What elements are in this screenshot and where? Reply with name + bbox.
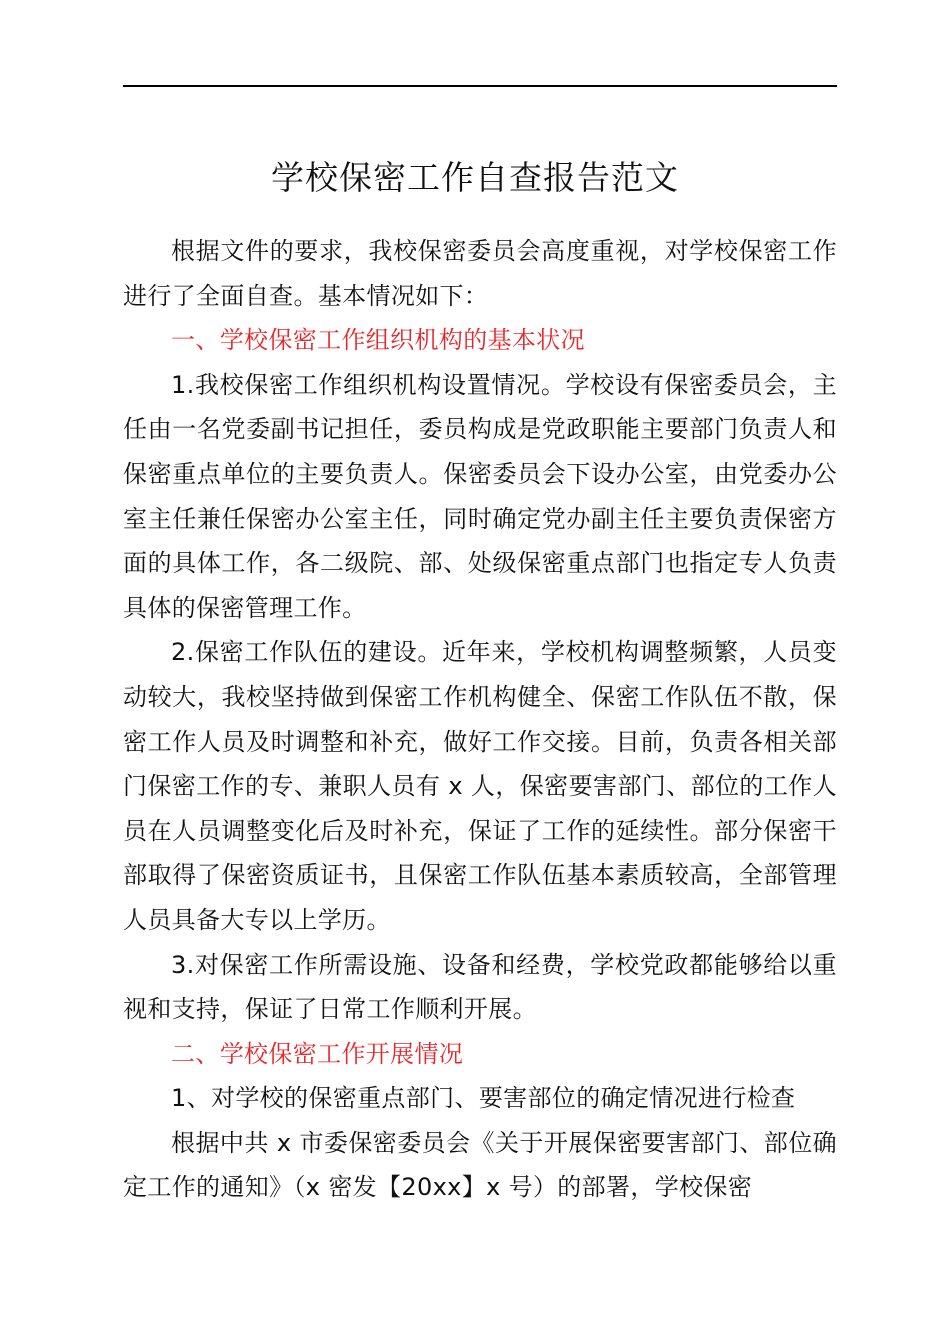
paragraph-team-building: 2.保密工作队伍的建设。近年来，学校机构调整频繁，人员变动较大，我校坚持做到保密工作机构健全、保密工作队伍不散，保密工作人员及时调整和补充，做好工作交接。目前，负责各相关部门保密工作的专、兼职人员有 x 人，保密要害部门、部位的工作人员在人员调整变化后及时补充，保证了工作的延续性。部分保密干部取得了保密资质证书，且保密工作队伍基本素质较高，全部管理人员具备大专以上学历。 [123,638,837,934]
paragraph-funding: 3.对保密工作所需设施、设备和经费，学校党政都能够给以重视和支持，保证了日常工作顺利开展。 [123,950,837,1024]
section-heading-1: 一、学校保密工作组织机构的基本状况 [171,326,585,355]
paragraph-notice: 根据中共 x 市委保密委员会《关于开展保密要害部门、部位确定工作的通知》（x 密发【20xx】x 号）的部署，学校保密 [123,1128,837,1202]
document-title: 学校保密工作自查报告范文 [271,158,679,197]
document-body [123,229,837,1210]
section-heading-2: 二、学校保密工作开展情况 [171,1039,464,1068]
paragraph-inspection-item: 1、对学校的保密重点部门、要害部位的确定情况进行检查 [171,1084,796,1113]
header-rule [123,85,837,87]
paragraph-organization: 1.我校保密工作组织机构设置情况。学校设有保密委员会，主任由一名党委副书记担任，委员构成是党政职能主要部门负责人和保密重点单位的主要负责人。保密委员会下设办公室，由党委办公室主任兼任保密办公室主任，同时确定党办副主任主要负责保密方面的具体工作，各二级院、部、处级保密重点部门也指定专人负责具体的保密管理工作。 [123,370,837,622]
intro-paragraph: 根据文件的要求，我校保密委员会高度重视，对学校保密工作进行了全面自查。基本情况如下： [123,237,837,310]
